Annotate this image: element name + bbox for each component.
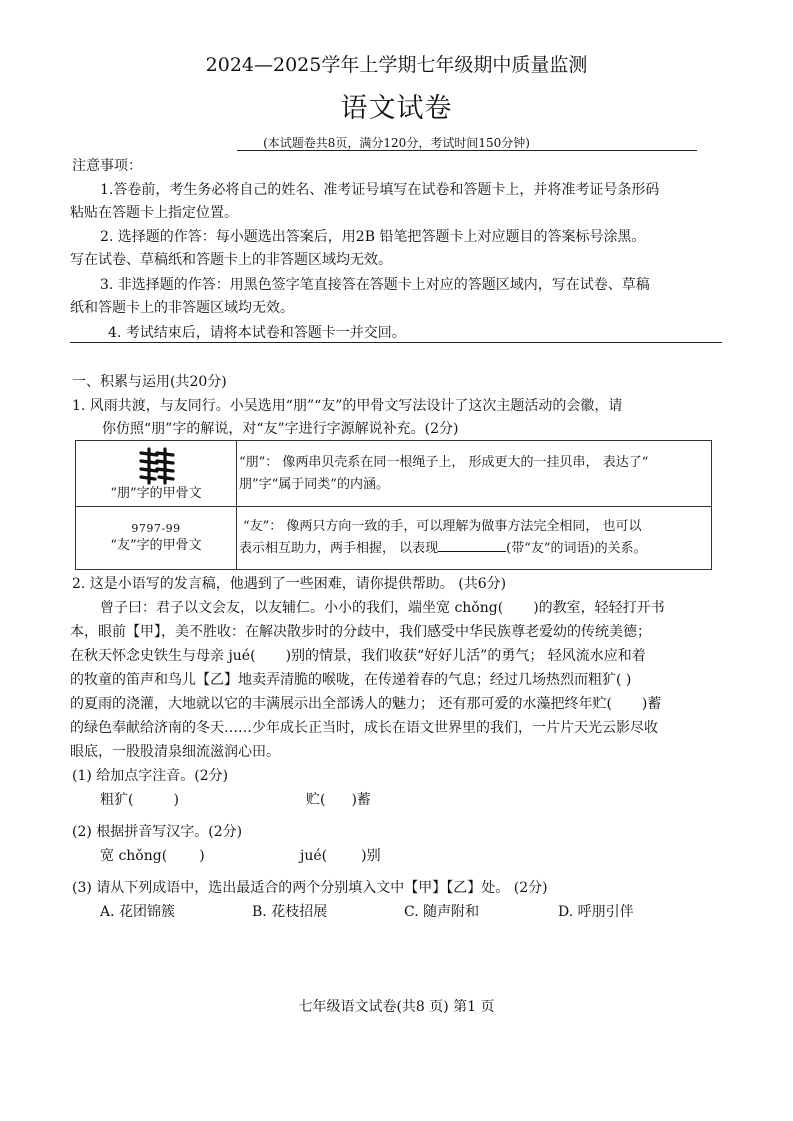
passage-line-2: 本，眼前【甲】，美不胜收：在解决散步时的分歧中，我们感受中华民族尊老爱幼的传统美德； (70, 624, 651, 640)
passage-line-5 (70, 693, 661, 716)
option-a[interactable]: A. 花团锦簇 (100, 904, 176, 920)
peng-description (237, 441, 712, 507)
note-item-1: 1.答卷前，考生务必将自己的姓名、准考证号填写在试卷和答题卡上，并将准考证号条形码 (100, 182, 660, 198)
note-item-2: 2. 选择题的作答：每小题选出答案后，用2B 铅笔把答题卡上对应题目的答案标号涂黑。 (100, 229, 646, 245)
exam-info: (本试题卷共8页，满分120分，考试时间150分钟) (263, 136, 530, 150)
peng-oracle-glyph-icon (131, 447, 181, 485)
peng-desc-line2: 朋”字“属于同类”的内涵。 (239, 476, 389, 492)
glyph-table (75, 440, 712, 570)
page-footer: 七年级语文试卷(共8 页) 第1 页 (298, 999, 495, 1015)
passage-line-7: 眼底，一股股清泉细流滋润心田。 (70, 744, 280, 760)
option-d[interactable]: D. 呼朋引伴 (558, 904, 634, 920)
you-caption: “友”字的甲骨文 (110, 538, 202, 553)
word-text: ) (173, 792, 179, 808)
section-heading: 一、积累与运用(共20分) (72, 374, 227, 390)
notes-heading: 注意事项： (72, 158, 142, 174)
passage-text: )蓄 (641, 696, 662, 712)
word-text: )蓄 (351, 792, 371, 808)
question-1: 1. 风雨共渡，与友同行。小吴选用“朋”“友”的甲骨文写法设计了这次主题活动的会徽，请 (72, 398, 623, 414)
you-desc-line2-start: 表示相互助力，两手相握， 以表现 (239, 541, 439, 556)
subquestion-3: (3) 请从下列成语中，选出最适合的两个分别填入文中【甲】【乙】处。 (2分) (72, 880, 548, 896)
passage-text: )别的情景，我们收获“好好儿活”的勇气； 轻风流水应和着 (285, 648, 646, 664)
sub1-word-2 (306, 789, 371, 812)
question-1-cont: 你仿照“朋”字的解说，对“友”字进行字源解说补充。(2分) (102, 421, 459, 437)
passage-text: 的夏雨的浇灌，大地就以它的丰满展示出全部诱人的魅力； 还有那可爱的水藻把终年贮( (70, 696, 612, 712)
passage-text: )的教室，轻轻打开书 (533, 600, 665, 616)
option-c[interactable]: C. 随声附和 (404, 904, 480, 920)
note-item-3: 3. 非选择题的作答：用黑色签字笔直接答在答题卡上对应的答题区域内，写在试卷、草稿 (100, 277, 650, 293)
divider (237, 150, 697, 151)
peng-desc-line1: “朋”： 像两串贝壳系在同一根绳子上， 形成更大的一挂贝串， 表达了“ (239, 454, 649, 470)
word-text: 贮( (306, 792, 326, 808)
you-oracle-glyph: 9797-99 (131, 522, 181, 535)
subquestion-1: (1) 给加点字注音。(2分) (72, 768, 229, 784)
word-text: ) (199, 848, 205, 864)
peng-caption: “朋”字的甲骨文 (110, 485, 202, 501)
sub2-word-1 (100, 845, 205, 868)
you-desc-line1: “友”： 像两只方向一致的手，可以理解为做事方法完全相同， 也可以 (243, 519, 642, 534)
peng-cell (76, 441, 237, 507)
passage-text: 在秋天怀念史铁生与母亲 jué( (70, 648, 256, 664)
word-text: jué( (300, 848, 328, 864)
sub2-word-2 (300, 845, 381, 868)
exam-title-subject: 语文试卷 (340, 93, 453, 124)
word-text: 粗犷( (100, 792, 134, 808)
passage-text: 曾子曰：君子以文会友，以友辅仁。小小的我们，端坐宽 chǒng( (100, 600, 504, 616)
note-item-4: 4. 考试结束后，请将本试卷和答题卡一并交回。 (108, 325, 406, 341)
sub1-word-1 (100, 789, 179, 812)
word-text: )别 (361, 848, 381, 864)
word-text: 宽 chǒng( (100, 848, 168, 864)
option-b[interactable]: B. 花枝招展 (252, 904, 328, 920)
exam-title-line1: 2024—2025学年上学期七年级期中质量监测 (205, 54, 588, 76)
answer-blank[interactable] (438, 539, 506, 552)
passage-line-6: 的绿色奉献给济南的冬天……少年成长正当时，成长在语文世界里的我们，一片片天光云影尽收 (70, 720, 658, 736)
you-desc-line2-end: (带“友”的词语)的关系。 (506, 541, 647, 556)
question-2: 2. 这是小语写的发言稿，他遇到了一些困难，请你提供帮助。 (共6分) (72, 576, 507, 592)
note-item-2-cont: 写在试卷、草稿纸和答题卡上的非答题区域均无效。 (70, 252, 392, 268)
passage-line-1 (100, 597, 665, 620)
you-desc-line2 (239, 538, 711, 560)
you-description (237, 507, 712, 570)
note-item-3-cont: 纸和答题卡上的非答题区域均无效。 (70, 300, 294, 316)
divider (70, 342, 722, 343)
passage-line-3 (70, 645, 646, 668)
you-cell (76, 507, 237, 570)
note-item-1-cont: 粘贴在答题卡上指定位置。 (70, 205, 238, 221)
passage-line-4: 的牧童的笛声和鸟儿【乙】地卖弄清脆的喉咙，在传递着春的气息；经过几场热烈而粗犷( ) (70, 672, 632, 688)
subquestion-2: (2) 根据拼音写汉字。(2分) (72, 824, 243, 840)
